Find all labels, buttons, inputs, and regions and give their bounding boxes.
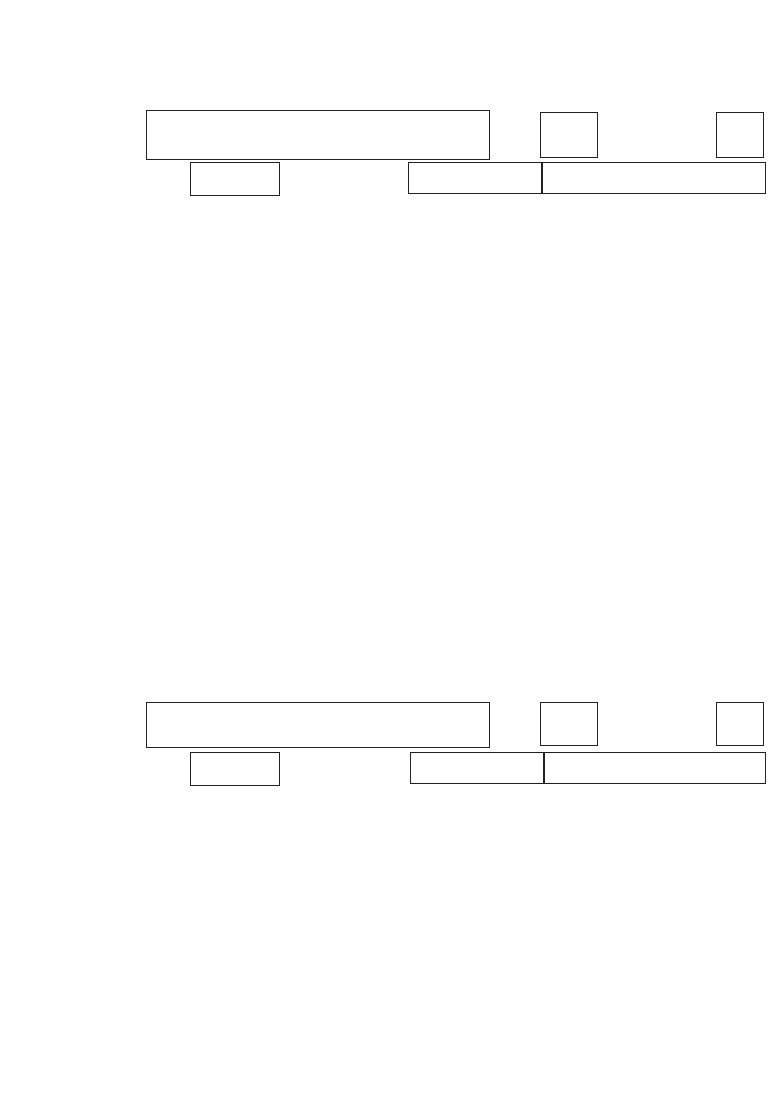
code-orig-box-323 [410, 752, 544, 784]
code-orig-box-322 [408, 162, 542, 194]
level-value-323 [716, 702, 764, 746]
name-value-322 [146, 110, 490, 160]
level-value-322 [716, 112, 764, 158]
reg-number-box-323 [544, 752, 766, 784]
code-value-323 [540, 702, 598, 746]
code-value-322 [540, 112, 598, 158]
reg-number-box-322 [542, 162, 766, 194]
origin-box-323 [190, 752, 280, 786]
name-value-323 [146, 702, 490, 748]
origin-box-322 [190, 162, 280, 196]
